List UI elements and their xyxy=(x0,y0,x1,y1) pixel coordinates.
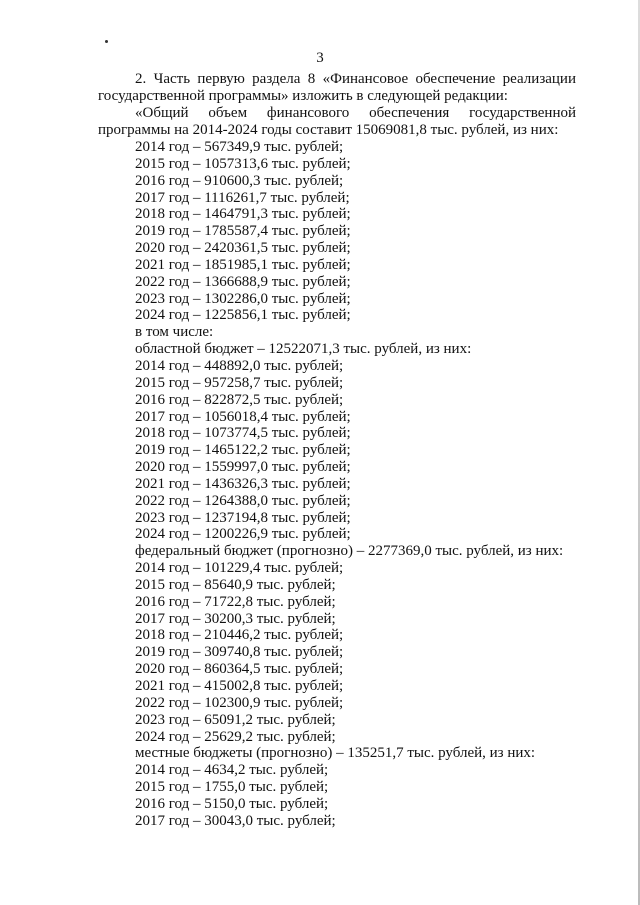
funding-line: федеральный бюджет (прогнозно) – 2277369,0 тыс. рублей, из них: xyxy=(135,543,564,560)
funding-line: 2023 год – 65091,2 тыс. рублей; xyxy=(135,711,336,728)
page-number: 3 xyxy=(316,50,324,66)
funding-total-paragraph: «Общий объем финансового обеспечения государственной программы на 2014-2024 годы составит 15069081,8 тыс. рублей, из них: xyxy=(98,105,576,138)
funding-line: 2017 год – 1056018,4 тыс. рублей; xyxy=(135,408,351,425)
funding-line: 2016 год – 910600,3 тыс. рублей; xyxy=(135,172,344,189)
funding-line: местные бюджеты (прогнозно) – 135251,7 тыс. рублей, из них: xyxy=(135,745,536,762)
funding-line: 2017 год – 1116261,7 тыс. рублей; xyxy=(135,189,350,206)
funding-line: 2022 год – 1366688,9 тыс. рублей; xyxy=(135,273,351,290)
funding-line: 2016 год – 71722,8 тыс. рублей; xyxy=(135,593,336,610)
funding-line: областной бюджет – 12522071,3 тыс. рублей, из них: xyxy=(135,341,472,358)
funding-line: 2014 год – 567349,9 тыс. рублей; xyxy=(135,139,344,155)
funding-line: 2024 год – 1200226,9 тыс. рублей; xyxy=(135,526,351,543)
funding-line: 2023 год – 1237194,8 тыс. рублей; xyxy=(135,509,351,526)
funding-line: 2015 год – 85640,9 тыс. рублей; xyxy=(135,576,336,593)
funding-line: 2021 год – 415002,8 тыс. рублей; xyxy=(135,678,344,694)
funding-line: 2019 год – 1785587,4 тыс. рублей; xyxy=(135,223,351,240)
funding-line: 2020 год – 1559997,0 тыс. рублей; xyxy=(135,459,351,476)
funding-line: 2020 год – 860364,5 тыс. рублей; xyxy=(135,661,344,678)
funding-line: 2019 год – 1465122,2 тыс. рублей; xyxy=(135,442,351,459)
scan-speck xyxy=(105,40,108,43)
funding-line: 2017 год – 30043,0 тыс. рублей; xyxy=(135,812,336,829)
funding-lines-list xyxy=(135,139,563,830)
amendment-paragraph: 2. Часть первую раздела 8 «Финансовое обеспечение реализации государственной программы» изложить в следующей редакции: xyxy=(98,71,576,104)
funding-line: в том числе: xyxy=(135,324,214,341)
funding-line: 2022 год – 1264388,0 тыс. рублей; xyxy=(135,492,351,509)
funding-line: 2021 год – 1851985,1 тыс. рублей; xyxy=(135,256,351,273)
funding-line: 2018 год – 1464791,3 тыс. рублей; xyxy=(135,206,351,223)
funding-line: 2014 год – 4634,2 тыс. рублей; xyxy=(135,762,329,779)
funding-line: 2015 год – 957258,7 тыс. рублей; xyxy=(135,374,344,391)
funding-line: 2018 год – 1073774,5 тыс. рублей; xyxy=(135,425,351,442)
funding-line: 2023 год – 1302286,0 тыс. рублей; xyxy=(135,290,351,307)
funding-line: 2016 год – 822872,5 тыс. рублей; xyxy=(135,391,344,408)
funding-line: 2014 год – 448892,0 тыс. рублей; xyxy=(135,357,344,374)
funding-line: 2024 год – 1225856,1 тыс. рублей; xyxy=(135,307,351,324)
funding-line: 2021 год – 1436326,3 тыс. рублей; xyxy=(135,475,351,492)
funding-line: 2019 год – 309740,8 тыс. рублей; xyxy=(135,644,344,661)
funding-line: 2016 год – 5150,0 тыс. рублей; xyxy=(135,795,329,812)
funding-line: 2017 год – 30200,3 тыс. рублей; xyxy=(135,610,336,627)
funding-line: 2022 год – 102300,9 тыс. рублей; xyxy=(135,694,344,711)
funding-line: 2015 год – 1057313,6 тыс. рублей; xyxy=(135,155,351,172)
funding-line: 2018 год – 210446,2 тыс. рублей; xyxy=(135,627,344,644)
funding-line: 2015 год – 1755,0 тыс. рублей; xyxy=(135,779,329,796)
funding-line: 2014 год – 101229,4 тыс. рублей; xyxy=(135,560,344,577)
funding-line: 2020 год – 2420361,5 тыс. рублей; xyxy=(135,240,351,257)
funding-line: 2024 год – 25629,2 тыс. рублей; xyxy=(135,728,336,745)
